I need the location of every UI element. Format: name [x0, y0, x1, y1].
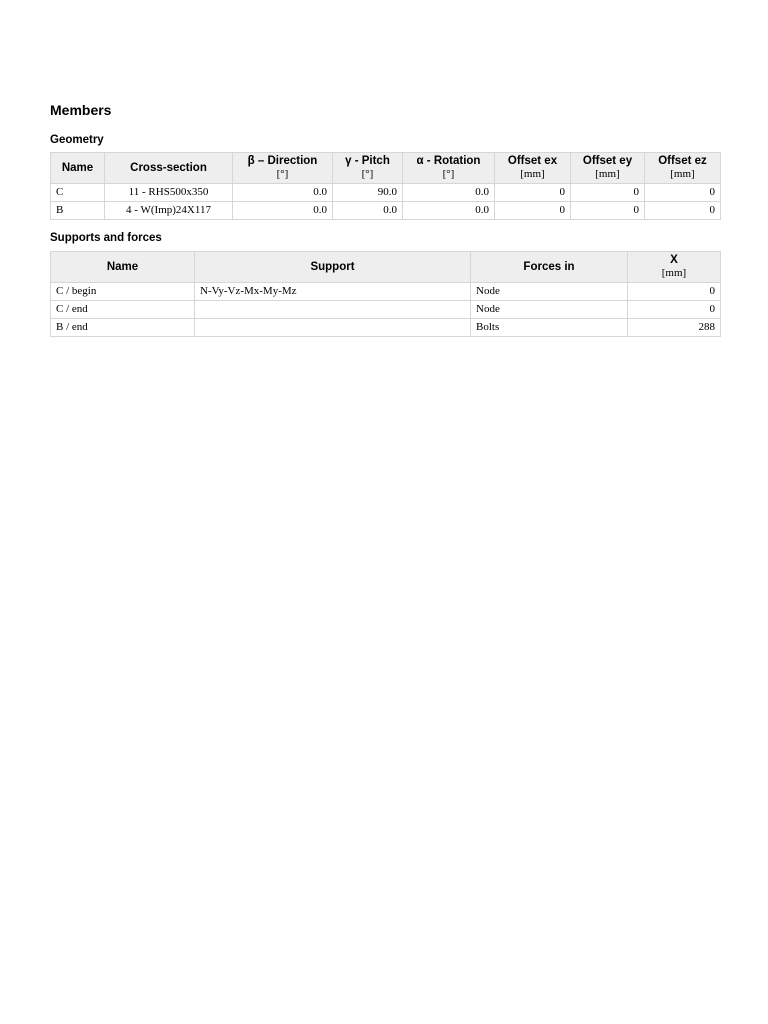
table-row — [51, 202, 721, 220]
offset-ez-value: 0 — [645, 184, 721, 202]
geometry-header-rotation: α - Rotation [°] — [403, 153, 495, 184]
offset-ey-value: 0 — [571, 184, 645, 202]
geometry-header-cross-section: Cross-section — [105, 153, 233, 184]
support-type — [195, 301, 471, 319]
rotation-value: 0.0 — [403, 184, 495, 202]
pitch-value: 0.0 — [333, 202, 403, 220]
supports-table — [50, 251, 721, 337]
offset-ey-value: 0 — [571, 202, 645, 220]
direction-value: 0.0 — [233, 184, 333, 202]
support-name: C / end — [51, 301, 195, 319]
offset-ex-value: 0 — [495, 202, 571, 220]
forces-in: Bolts — [471, 319, 628, 337]
support-type — [195, 319, 471, 337]
geometry-header-offset-ey: Offset ey [mm] — [571, 153, 645, 184]
geometry-table — [50, 152, 721, 220]
x-value: 0 — [628, 283, 721, 301]
geometry-header-offset-ez: Offset ez [mm] — [645, 153, 721, 184]
supports-header-row — [51, 252, 721, 283]
table-row — [51, 283, 721, 301]
member-name: B — [51, 202, 105, 220]
offset-ez-value: 0 — [645, 202, 721, 220]
support-type: N-Vy-Vz-Mx-My-Mz — [195, 283, 471, 301]
direction-value: 0.0 — [233, 202, 333, 220]
table-row — [51, 319, 721, 337]
geometry-header-pitch: γ - Pitch [°] — [333, 153, 403, 184]
cross-section: 4 - W(Imp)24X117 — [105, 202, 233, 220]
geometry-header-direction: β – Direction [°] — [233, 153, 333, 184]
supports-title: Supports and forces — [50, 232, 162, 244]
report-page — [50, 100, 720, 337]
pitch-value: 90.0 — [333, 184, 403, 202]
table-row — [51, 184, 721, 202]
geometry-header-row — [51, 153, 721, 184]
offset-ex-value: 0 — [495, 184, 571, 202]
member-name: C — [51, 184, 105, 202]
rotation-value: 0.0 — [403, 202, 495, 220]
supports-header-support: Support — [195, 252, 471, 283]
table-row — [51, 301, 721, 319]
forces-in: Node — [471, 283, 628, 301]
geometry-header-name: Name — [51, 153, 105, 184]
geometry-title: Geometry — [50, 134, 104, 146]
forces-in: Node — [471, 301, 628, 319]
x-value: 0 — [628, 301, 721, 319]
section-title: Members — [50, 102, 112, 118]
supports-header-forces-in: Forces in — [471, 252, 628, 283]
supports-header-name: Name — [51, 252, 195, 283]
x-value: 288 — [628, 319, 721, 337]
support-name: B / end — [51, 319, 195, 337]
cross-section: 11 - RHS500x350 — [105, 184, 233, 202]
supports-header-x: X [mm] — [628, 252, 721, 283]
geometry-header-offset-ex: Offset ex [mm] — [495, 153, 571, 184]
support-name: C / begin — [51, 283, 195, 301]
